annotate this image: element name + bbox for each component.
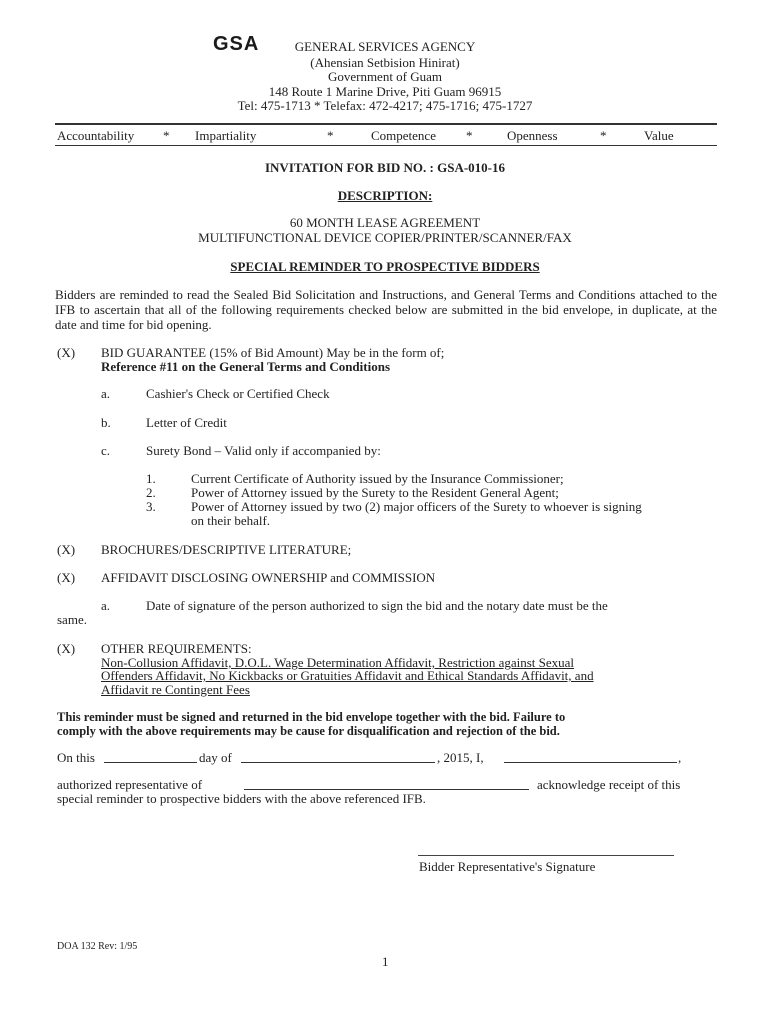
intro-paragraph: Bidders are reminded to read the Sealed Bid Solicitation and Instructions, and General Terms and Conditions attached to the IFB to ascertain that all of the following requirements checked below are submitted in the bid envelope, in duplicate, at the date and time for bid opening.	[55, 287, 717, 332]
affidavit-text: AFFIDAVIT DISCLOSING OWNERSHIP and COMMISSION	[101, 570, 436, 585]
warning-line-1: This reminder must be signed and returned in the bid envelope together with the bid. Failure to	[57, 710, 566, 724]
checkbox-mark: (X)	[57, 345, 76, 360]
description-heading: DESCRIPTION:	[337, 188, 433, 203]
affidavit-note-cont: same.	[57, 612, 87, 627]
gsa-logo: GSA	[213, 33, 260, 55]
bid-title: INVITATION FOR BID NO. : GSA-010-16	[264, 160, 506, 175]
other-requirements-line-2: Offenders Affidavit, No Kickbacks or Gratuities Affidavit and Ethical Standards Affidavit, and	[101, 668, 594, 683]
value-competence: Competence	[371, 128, 436, 143]
list-label: a.	[101, 598, 111, 613]
value-separator: *	[327, 128, 334, 143]
agency-name: GENERAL SERVICES AGENCY	[294, 39, 476, 54]
list-label: 2.	[146, 485, 156, 500]
surety-req-3-cont: on their behalf.	[191, 513, 271, 528]
bid-guarantee-reference: Reference #11 on the General Terms and Conditions	[101, 359, 391, 374]
month-field[interactable]	[241, 750, 435, 763]
header-rule-bottom	[55, 145, 717, 146]
page-number: 1	[382, 954, 389, 969]
value-accountability: Accountability	[57, 128, 135, 143]
year-label: , 2015, I,	[437, 750, 484, 765]
value-separator: *	[466, 128, 473, 143]
name-field[interactable]	[504, 750, 677, 763]
guarantee-option-b: Letter of Credit	[146, 415, 227, 430]
warning-line-2: comply with the above requirements may be cause for disqualification and rejection of the bid.	[57, 724, 560, 738]
list-label: b.	[101, 415, 111, 430]
list-label: 3.	[146, 499, 156, 514]
other-requirements-text: OTHER REQUIREMENTS:	[101, 641, 252, 656]
affidavit-note: Date of signature of the person authorized to sign the bid and the notary date must be the	[146, 598, 608, 613]
comma: ,	[678, 750, 682, 765]
surety-req-2: Power of Attorney issued by the Surety to the Resident General Agent;	[191, 485, 559, 500]
description-line-1: 60 MONTH LEASE AGREEMENT	[289, 215, 481, 230]
agency-address: 148 Route 1 Marine Drive, Piti Guam 96915	[268, 84, 502, 99]
signature-label: Bidder Representative's Signature	[419, 859, 596, 874]
government-name: Government of Guam	[327, 69, 443, 84]
checkbox-mark: (X)	[57, 570, 76, 585]
list-label: 1.	[146, 471, 156, 486]
form-number: DOA 132 Rev: 1/95	[57, 941, 138, 952]
acknowledge-label: acknowledge receipt of this	[537, 777, 681, 792]
surety-req-3: Power of Attorney issued by two (2) major officers of the Surety to whoever is signing	[191, 499, 642, 514]
brochures-text: BROCHURES/DESCRIPTIVE LITERATURE;	[101, 542, 352, 557]
reminder-heading: SPECIAL REMINDER TO PROSPECTIVE BIDDERS	[230, 259, 540, 274]
header-rule-top	[55, 123, 717, 125]
guarantee-option-c: Surety Bond – Valid only if accompanied by:	[146, 443, 381, 458]
other-requirements-line-1: Non-Collusion Affidavit, D.O.L. Wage Determination Affidavit, Restriction against Sexual	[101, 655, 575, 670]
description-line-2: MULTIFUNCTIONAL DEVICE COPIER/PRINTER/SCANNER/FAX	[198, 230, 572, 245]
value-separator: *	[600, 128, 607, 143]
surety-req-1: Current Certificate of Authority issued by the Insurance Commissioner;	[191, 471, 564, 486]
agency-subtitle: (Ahensian Setbision Hinirat)	[310, 55, 460, 70]
list-label: a.	[101, 386, 111, 401]
value-value: Value	[644, 128, 674, 143]
list-label: c.	[101, 443, 111, 458]
value-impartiality: Impartiality	[195, 128, 257, 143]
company-field[interactable]	[244, 777, 529, 790]
on-this-label: On this	[57, 750, 95, 765]
checkbox-mark: (X)	[57, 641, 76, 656]
value-separator: *	[163, 128, 170, 143]
authorized-label: authorized representative of	[57, 777, 203, 792]
bid-guarantee-text: BID GUARANTEE (15% of Bid Amount) May be in the form of;	[101, 345, 445, 360]
acknowledge-cont: special reminder to prospective bidders with the above referenced IFB.	[57, 791, 426, 806]
checkbox-mark: (X)	[57, 542, 76, 557]
day-of-label: day of	[199, 750, 232, 765]
other-requirements-line-3: Affidavit re Contingent Fees	[101, 682, 250, 697]
agency-phone: Tel: 475-1713 * Telefax: 472-4217; 475-1716; 475-1727	[237, 98, 533, 113]
value-openness: Openness	[507, 128, 558, 143]
guarantee-option-a: Cashier's Check or Certified Check	[146, 386, 330, 401]
signature-line[interactable]	[418, 855, 674, 856]
day-field[interactable]	[104, 750, 197, 763]
